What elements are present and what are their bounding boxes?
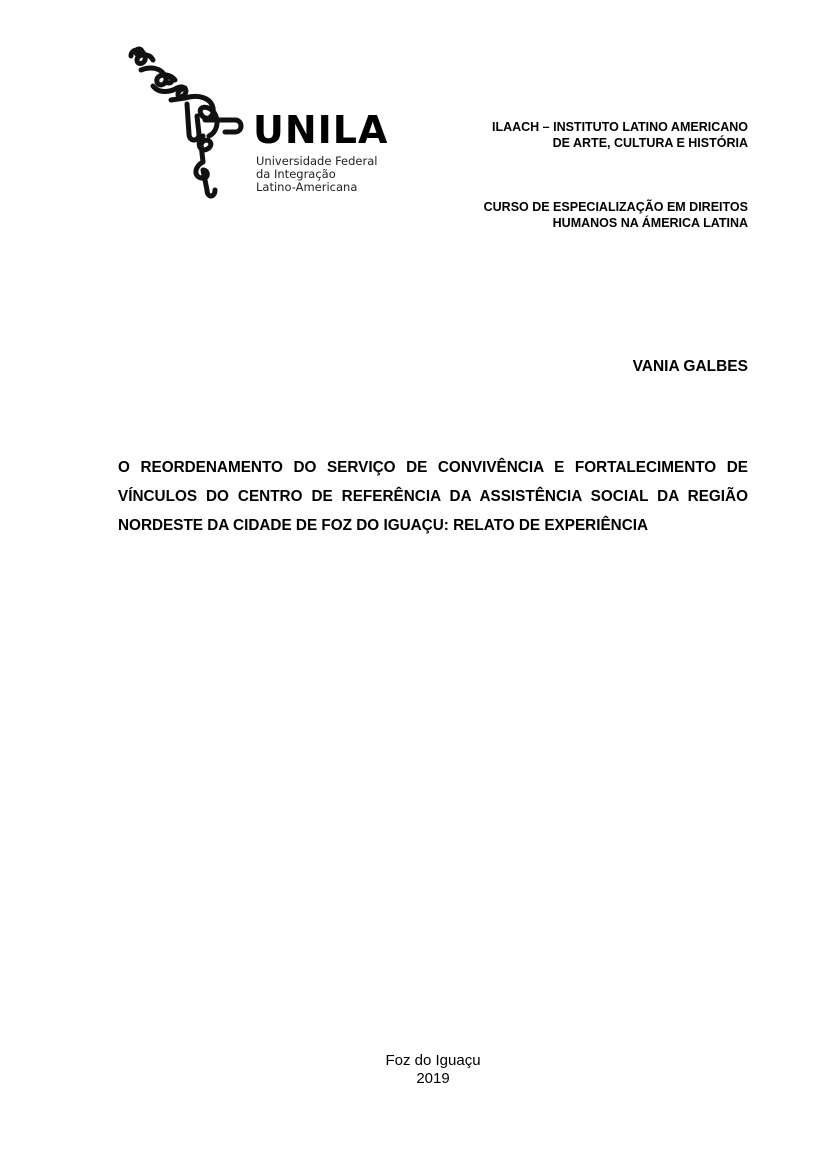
logo-subtitle-line: da Integração	[256, 167, 336, 181]
institute-line: DE ARTE, CULTURA E HISTÓRIA	[552, 136, 748, 150]
unila-logo	[125, 44, 389, 204]
institute-line: ILAACH – INSTITUTO LATINO AMERICANO	[491, 120, 748, 134]
course-line: HUMANOS NA ÁMERICA LATINA	[552, 216, 748, 230]
document-title: O REORDENAMENTO DO SERVIÇO DE CONVIVÊNCIA E FORTALECIMENTO DE VÍNCULOS DO CENTRO DE REFERÊNCIA DA ASSISTÊNCIA SOCIAL DA REGIÃO NORDESTE DA CIDADE DE FOZ DO IGUAÇU: RELATO DE EXPERIÊNCIA	[118, 459, 748, 534]
logo-subtitle	[256, 155, 377, 194]
logo-subtitle-line: Universidade Federal	[256, 154, 378, 168]
footer	[0, 1052, 826, 1088]
unila-emblem-icon	[125, 44, 255, 204]
footer-city: Foz do Iguaçu	[385, 1052, 481, 1069]
logo-subtitle-line: Latino-Americana	[256, 180, 358, 194]
footer-year: 2019	[416, 1070, 450, 1087]
course-heading	[484, 199, 748, 231]
course-line: CURSO DE ESPECIALIZAÇÃO EM DIREITOS	[483, 200, 748, 214]
author-name: VANIA GALBES	[632, 358, 748, 375]
logo-wordmark: UNILA	[253, 108, 389, 152]
institute-heading	[492, 119, 748, 151]
